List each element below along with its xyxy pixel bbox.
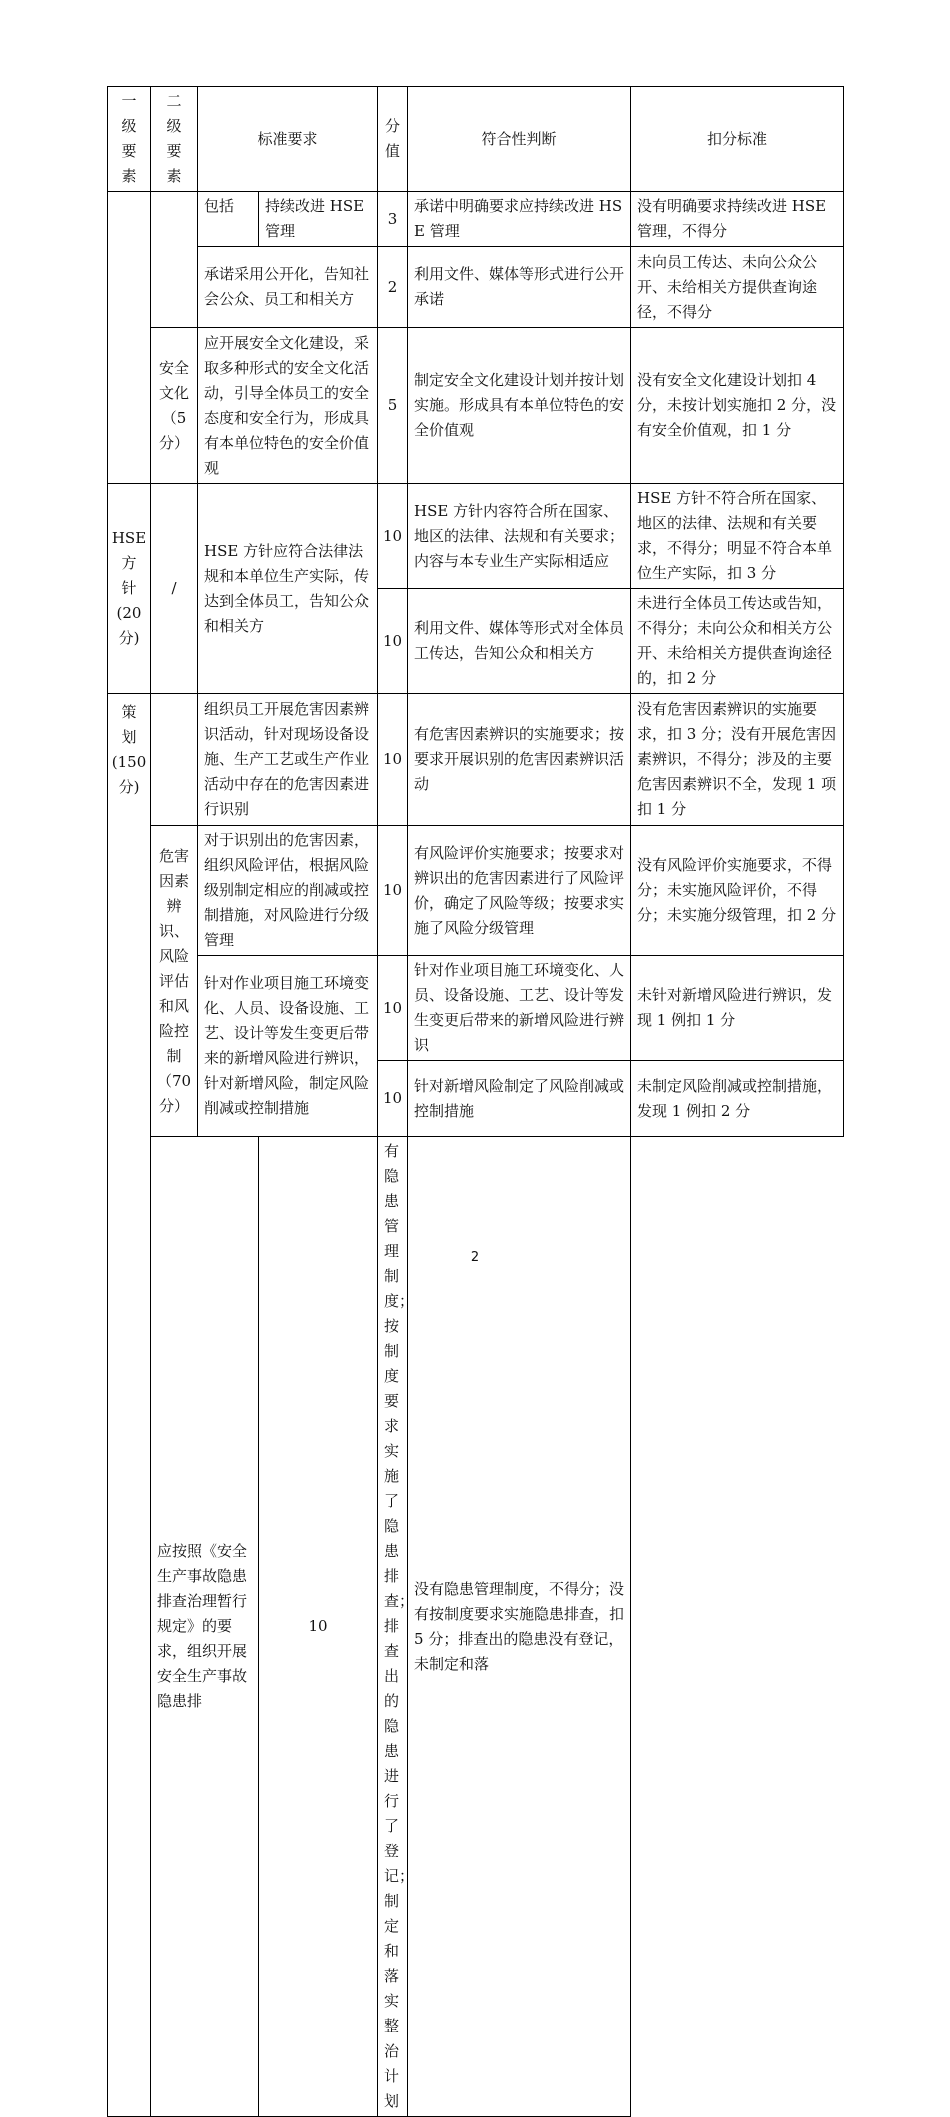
score-cell: 10 — [378, 826, 408, 956]
judgement-cell: 利用文件、媒体等形式进行公开承诺 — [408, 247, 631, 328]
header-level2: 二 级 要 素 — [151, 87, 198, 192]
deduction-cell: 没有隐患管理制度，不得分；没有按制度要求实施隐患排查，扣 5 分；排查出的隐患没有登记，未制定和落 — [408, 1137, 631, 2117]
level1-cell: 策 划 (150 分) — [108, 694, 151, 2117]
judgement-cell: 制定安全文化建设计划并按计划实施。形成具有本单位特色的安全价值观 — [408, 328, 631, 484]
deduction-cell: HSE 方针不符合所在国家、地区的法律、法规和有关要求，不得分；明显不符合本单位生产实际，扣 3 分 — [631, 484, 844, 589]
deduction-cell: 没有安全文化建设计划扣 4 分，未按计划实施扣 2 分，没有安全价值观，扣 1 分 — [631, 328, 844, 484]
req-part-b: 持续改进 HSE 管理 — [259, 192, 378, 247]
requirement-cell: 应开展安全文化建设，采取多种形式的安全文化活动，引导全体员工的安全态度和安全行为，形成具有本单位特色的安全价值观 — [198, 328, 378, 484]
table-row — [108, 956, 844, 1061]
requirement-cell: 组织员工开展危害因素辨识活动，针对现场设备设施、生产工艺或生产作业活动中存在的危害因素进行识别 — [198, 694, 378, 826]
judgement-cell: 利用文件、媒体等形式对全体员工传达，告知公众和相关方 — [408, 589, 631, 694]
requirement-cell: 针对作业项目施工环境变化、人员、设备设施、工艺、设计等发生变更后带来的新增风险进行辨识，针对新增风险，制定风险削减或控制措施 — [198, 956, 378, 1137]
header-level1: 一 级 要 素 — [108, 87, 151, 192]
judgement-cell: 有危害因素辨识的实施要求；按要求开展识别的危害因素辨识活动 — [408, 694, 631, 826]
level2-cell: / — [151, 484, 198, 694]
deduction-cell: 没有明确要求持续改进 HSE 管理，不得分 — [631, 192, 844, 247]
table-row — [108, 328, 844, 484]
score-cell: 5 — [378, 328, 408, 484]
score-cell: 10 — [378, 1061, 408, 1137]
header-deduction: 扣分标准 — [631, 87, 844, 192]
table-row — [108, 1137, 844, 2117]
judgement-cell: 有隐患管理制度；按制度要求实施了隐患排查；排查出的隐患进行了登记；制定和落实整治计划 — [378, 1137, 408, 2117]
table-row — [108, 247, 844, 328]
level2-cell: 安全 文化 （5 分） — [151, 328, 198, 484]
deduction-cell: 未针对新增风险进行辨识，发现 1 例扣 1 分 — [631, 956, 844, 1061]
header-score: 分 值 — [378, 87, 408, 192]
score-cell: 10 — [378, 589, 408, 694]
requirement-cell: 应按照《安全生产事故隐患排查治理暂行规定》的要求，组织开展安全生产事故隐患排 — [151, 1137, 259, 2117]
header-judgement: 符合性判断 — [408, 87, 631, 192]
deduction-cell: 未进行全体员工传达或告知，不得分；未向公众和相关方公开、未给相关方提供查询途径的，扣 2 分 — [631, 589, 844, 694]
requirement-cell: HSE 方针应符合法律法规和本单位生产实际，传达到全体员工，告知公众和相关方 — [198, 484, 378, 694]
header-row — [108, 87, 844, 192]
level1-cell-empty — [108, 192, 151, 484]
header-standard: 标准要求 — [198, 87, 378, 192]
table-row — [108, 826, 844, 956]
table-row — [108, 694, 844, 826]
score-cell: 10 — [378, 694, 408, 826]
level2-cell: 危害 因素 辨 识、 风险 评估 和风 险控 制 （70 分） — [151, 826, 198, 1137]
table-row — [108, 192, 844, 247]
score-cell: 10 — [259, 1137, 378, 2117]
level2-cell-empty — [151, 694, 198, 826]
level2-cell-empty — [151, 192, 198, 328]
hse-assessment-table — [107, 86, 844, 2117]
judgement-cell: 针对作业项目施工环境变化、人员、设备设施、工艺、设计等发生变更后带来的新增风险进行辨识 — [408, 956, 631, 1061]
judgement-cell: 针对新增风险制定了风险削减或控制措施 — [408, 1061, 631, 1137]
page-number: 2 — [470, 1250, 480, 1265]
req-part-a: 包括 — [198, 192, 259, 247]
deduction-cell: 没有危害因素辨识的实施要求，扣 3 分；没有开展危害因素辨识，不得分；涉及的主要危害因素辨识不全，发现 1 项扣 1 分 — [631, 694, 844, 826]
table-row — [108, 484, 844, 589]
deduction-cell: 未向员工传达、未向公众公开、未给相关方提供查询途径，不得分 — [631, 247, 844, 328]
requirement-cell: 承诺采用公开化，告知社会公众、员工和相关方 — [198, 247, 378, 328]
level1-cell: HSE 方 针 (20 分) — [108, 484, 151, 694]
score-cell: 2 — [378, 247, 408, 328]
score-cell: 10 — [378, 956, 408, 1061]
requirement-cell: 对于识别出的危害因素，组织风险评估，根据风险级别制定相应的削减或控制措施，对风险进行分级管理 — [198, 826, 378, 956]
deduction-cell: 未制定风险削减或控制措施，发现 1 例扣 2 分 — [631, 1061, 844, 1137]
judgement-cell: 承诺中明确要求应持续改进 HSE 管理 — [408, 192, 631, 247]
score-cell: 3 — [378, 192, 408, 247]
judgement-cell: HSE 方针内容符合所在国家、地区的法律、法规和有关要求；内容与本专业生产实际相适应 — [408, 484, 631, 589]
score-cell: 10 — [378, 484, 408, 589]
judgement-cell: 有风险评价实施要求；按要求对辨识出的危害因素进行了风险评价，确定了风险等级；按要求实施了风险分级管理 — [408, 826, 631, 956]
deduction-cell: 没有风险评价实施要求，不得分；未实施风险评价，不得分；未实施分级管理，扣 2 分 — [631, 826, 844, 956]
